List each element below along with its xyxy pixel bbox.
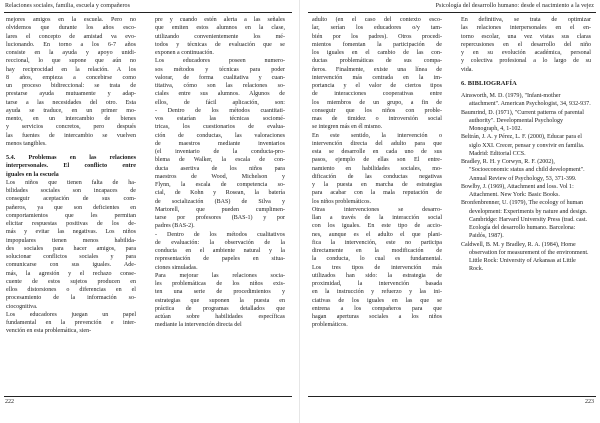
text-line: más y evitar las negativas. Los niños bbox=[6, 229, 136, 236]
text-line: Flynn, la escala de competencia so- bbox=[155, 182, 285, 188]
text-line: comunicarse con sus iguales. Ade- bbox=[6, 262, 136, 269]
text-line: Los educadores poseen numero- bbox=[155, 58, 285, 65]
text-line: ciativas de los iguales en las que se bbox=[312, 297, 442, 304]
paragraph-alert-signals bbox=[155, 16, 285, 57]
running-head-left: Relaciones sociales, familia, escuela y compañeros bbox=[5, 3, 130, 9]
text-line: 8 años, empieza a concebirse como bbox=[6, 74, 136, 81]
text-line: hagan aperturas sociales a los niños bbox=[312, 314, 442, 320]
text-line: los niños problemáticos. bbox=[312, 198, 371, 205]
text-line: blema de Walker, la escala de con- bbox=[155, 157, 285, 164]
text-line: tricas, los cuestionarios de evalua- bbox=[155, 124, 285, 131]
text-line: ciales entre sus alumnos. Algunos de bbox=[155, 91, 285, 98]
text-line: práctica de programas detallados que bbox=[155, 305, 285, 312]
text-line: interpersonales. El conflicto entre bbox=[6, 162, 136, 170]
left-column-2 bbox=[155, 16, 285, 330]
text-line: Los educadores juegan un papel bbox=[6, 311, 136, 318]
text-line: vención en esta problemática, sien- bbox=[6, 328, 92, 335]
text-line: portancia y el valor de ciertos tipos bbox=[312, 83, 442, 89]
text-line: lares el concepto de amistad va evo- bbox=[6, 33, 136, 40]
right-column-2 bbox=[461, 16, 591, 274]
text-line: ción de conductas, las valoraciones bbox=[155, 132, 285, 139]
text-line: de socialización (BAS) de Silva y bbox=[155, 198, 285, 205]
text-line: esta se desarrolle en cada uno de sus bbox=[312, 149, 442, 155]
text-line: En definitiva, se trata de optimizar bbox=[461, 17, 591, 23]
text-line: mediante la intervención directa del bbox=[155, 322, 242, 329]
text-line: mejores amigos en la escuela. Pero no bbox=[6, 17, 136, 23]
header-rule-left bbox=[4, 12, 292, 13]
text-line: solucionar conflictos sociales y para bbox=[6, 254, 136, 260]
text-line: comportamientos que les permitan bbox=[6, 212, 136, 219]
paragraph-peer-interventions bbox=[312, 206, 442, 330]
text-line: hay reciprocidad en la relación. A los bbox=[6, 66, 136, 73]
text-line: proximidad, la intervención basada bbox=[312, 281, 442, 287]
text-line: todos y técnicas de evaluación que se bbox=[155, 41, 285, 48]
text-line: prestarse ayuda mutuamente y adap- bbox=[6, 91, 136, 98]
text-line: tarse por profesores (BAS-1) y por bbox=[155, 215, 285, 221]
text-line: olvidemos que durante los años esco- bbox=[6, 25, 136, 32]
text-line: se integren más en él mismo. bbox=[312, 124, 383, 131]
text-line: Los tres tipos de intervención más bbox=[312, 264, 442, 271]
text-line: consiste en la ayuda y apoyo unidi- bbox=[6, 50, 136, 56]
text-line: estrategias que suponen la puesta en bbox=[155, 297, 285, 304]
bibliography-list bbox=[461, 92, 591, 274]
text-line: tarse a las necesidades del otro. Esta bbox=[6, 99, 136, 106]
paragraph-social-skills bbox=[6, 179, 136, 311]
text-line: exponen a continuación. bbox=[155, 50, 214, 56]
paragraph-methods bbox=[155, 57, 285, 230]
text-line: cuente de estos sujetos producen en bbox=[6, 278, 136, 285]
text-line: ellos distorsiones o diferencias en el bbox=[6, 287, 136, 293]
text-line: las fuentes de intercambio se vuelven bbox=[6, 132, 136, 139]
text-line: de interacciones cooperativas entre bbox=[312, 91, 442, 98]
text-line: menos tangibles. bbox=[6, 140, 47, 147]
text-line: padres (BAS-2). bbox=[155, 223, 195, 230]
text-line: llan a través de la interacción social bbox=[312, 215, 442, 221]
text-line: conseguir aceptación de sus com- bbox=[6, 196, 136, 203]
running-head-right: Psicología del desarrollo humano: desde el nacimiento a la vejez bbox=[435, 3, 594, 9]
text-line: representación de papeles en situa- bbox=[155, 256, 285, 263]
text-line: pre y cuando estén alerta a las señales bbox=[155, 17, 285, 23]
text-line: que emiten estos alumnos en la clase, bbox=[155, 25, 285, 32]
paragraph-qualitative bbox=[155, 231, 285, 272]
text-line: más, la agresión y el rechazo conse- bbox=[6, 270, 136, 277]
text-line: con los iguales. En este tipo de accio- bbox=[312, 223, 442, 230]
text-line: conducta en el ambiente natural y la bbox=[155, 248, 285, 254]
paragraph-adult-context bbox=[312, 16, 442, 132]
text-line: entrena a los compañeros para que bbox=[312, 305, 442, 312]
text-line: de evaluación: la observación de la bbox=[155, 239, 285, 246]
paragraph-direct-intervention bbox=[312, 132, 442, 206]
section-heading-5-4 bbox=[6, 154, 136, 179]
text-line: fundamental en la prevención e inter- bbox=[6, 320, 136, 326]
text-line: pasos, ejemplo de ellas son El entre- bbox=[312, 157, 442, 164]
text-line: ciones simuladas. bbox=[155, 264, 198, 271]
text-line: en la instrucción y refuerzo y las ini- bbox=[312, 289, 442, 296]
text-line: namiento en habilidades sociales, mo- bbox=[312, 165, 442, 172]
text-line: procesamiento de la información so- bbox=[6, 295, 136, 302]
text-line: En este sentido, la intervención o bbox=[312, 132, 442, 139]
text-line: actúan sobre habilidades específicas bbox=[155, 314, 285, 320]
text-line: impopulares tienen menos habilida- bbox=[6, 237, 136, 244]
reference-item: Beltrán, J. A. y Pérez, L. F. (2000), Educar para el siglo XXI. Crecer, pensar y convivir en familia. Madrid: Editorial CCS. bbox=[461, 134, 585, 157]
text-line: titativa, cómo son las relaciones so- bbox=[155, 83, 285, 89]
text-line: y servicios concretos, pero después bbox=[6, 124, 136, 131]
page-number-left: 222 bbox=[5, 399, 14, 405]
bibliography-heading: 6. BIBLIOGRAFÍA bbox=[461, 79, 517, 87]
text-line: des sociales para hacer amigos, para bbox=[6, 245, 136, 252]
page-number-right: 223 bbox=[585, 399, 594, 405]
text-line: reccional, lo que supone que aún no bbox=[6, 58, 136, 65]
text-line: elicitar respuestas positivas de los de- bbox=[6, 221, 136, 227]
reference-item: Bradley, R. H. y Corwyn, R. F. (2002), "Socioeconomic status and child development". Annual Review of Psychology, 53, 371-399. bbox=[461, 159, 585, 182]
header-rule-right bbox=[308, 12, 596, 13]
text-line: utilizando convenientemente los mé- bbox=[155, 33, 285, 40]
text-line: vos estarían las técnicas sociomé- bbox=[155, 116, 285, 122]
text-line: mientos fomentan la participación de bbox=[312, 41, 442, 48]
paragraph-conclusion bbox=[461, 16, 591, 74]
text-line: intervención más centrada en la im- bbox=[312, 74, 442, 81]
text-line: y en su evolución académica, personal bbox=[461, 50, 591, 56]
text-line: utilizados han sido: la estrategia de bbox=[312, 272, 442, 279]
text-line: sos métodos y técnicas para poder bbox=[155, 66, 285, 73]
text-line: fica la intervención, este no participa bbox=[312, 239, 442, 246]
text-line: intervención directa del adulto para que bbox=[312, 140, 442, 147]
text-line: adulto (en el caso del contexto esco- bbox=[312, 17, 442, 23]
text-line: ñeros. Finalmente, existe una línea de bbox=[312, 66, 442, 73]
text-line: problemáticos. bbox=[312, 322, 348, 329]
text-line: - Dentro de los métodos cuantitati- bbox=[155, 107, 285, 114]
paragraph-educators bbox=[6, 311, 136, 336]
right-column-1 bbox=[312, 16, 442, 330]
text-line: valorar, de forma cualitativa y cuan- bbox=[155, 74, 285, 81]
text-line: ten una serie de procedimientos y bbox=[155, 289, 285, 296]
text-line: para acabar con la mala reputación de bbox=[312, 190, 442, 197]
text-line: conseguir que los niños con proble- bbox=[312, 107, 442, 114]
text-line: mento, en un intercambio de bienes bbox=[6, 116, 136, 122]
text-line: ciocognitiva. bbox=[6, 303, 38, 310]
footer-rule-right bbox=[308, 396, 596, 397]
text-line: la conducta, lo cual es fundamental. bbox=[312, 256, 442, 263]
text-line: las relaciones interpersonales en el en- bbox=[461, 25, 591, 32]
text-line: nes, aunque es el adulto el que plani- bbox=[312, 231, 442, 238]
reference-item: Bowlby, J. (1969), Attachment and loss. Vol 1: Attachment. New York: Basic Books. bbox=[461, 183, 574, 198]
text-line: mas de timidez o introversión social bbox=[312, 116, 442, 122]
text-line: 5.4. Problemas en las relaciones bbox=[6, 154, 136, 161]
reference-item: Baumrind, D. (1971), "Current patterns of parental authority". Developmental Psychology Monograph, 4, 1-102. bbox=[461, 109, 584, 132]
text-line: les problemáticas de los niños exis- bbox=[155, 281, 285, 287]
text-line: y la puesta en marcha de estrategias bbox=[312, 182, 442, 188]
footer-rule-left bbox=[4, 396, 292, 397]
paragraph-friendship bbox=[6, 16, 136, 148]
text-line: ducta asertiva de los niños para bbox=[155, 165, 285, 172]
text-line: Martorell, que pueden cumplimen- bbox=[155, 206, 285, 213]
reference-item: Caldwell, B. M. y Bradley, R. A. (1984), Home observation for measurement of the environment. Little Rock: University of Arkansas at Little Rock. bbox=[461, 241, 589, 273]
text-line: de maestros mediante inventarios bbox=[155, 140, 285, 147]
reference-item: Bronfenbrenner, U. (1979), The ecology of human development: Experiments by nature and design. Cambridge: Harvard University Press (trad. cast. Ecología del desarrollo humano. Barcelona: Paidós, 1987). bbox=[461, 200, 588, 240]
text-line: directamente en la modificación de bbox=[312, 248, 442, 254]
text-line: iguales en la escuela bbox=[6, 170, 59, 178]
text-line: ductas problemáticas de sus compa- bbox=[312, 58, 442, 65]
left-column-1 bbox=[6, 16, 136, 336]
text-line: repercusiones en el desarrollo del niño bbox=[461, 41, 591, 48]
right-page bbox=[300, 0, 600, 423]
text-line: maestros de Wood, Michelson y bbox=[155, 173, 285, 180]
text-line: lar, serían los educadores o/y tam- bbox=[312, 25, 442, 32]
text-line: cial, de Kohn y Rosean, la batería bbox=[155, 190, 285, 197]
text-line: los iguales en el cambio de las con- bbox=[312, 50, 442, 56]
text-line: bién por los padres). Otros procedi- bbox=[312, 33, 442, 40]
text-line: vida. bbox=[461, 66, 473, 73]
text-line: Los niños que tienen falta de ha- bbox=[6, 179, 136, 186]
text-line: Para mejorar las relaciones socia- bbox=[155, 272, 285, 279]
text-line: dificación de las conductas negativas bbox=[312, 173, 442, 180]
text-line: ellos, de fácil aplicación, son: bbox=[155, 99, 285, 106]
text-line: (el inventario de la conducta-pro- bbox=[155, 149, 285, 155]
text-line: un proceso bidireccional: se trata de bbox=[6, 83, 136, 89]
text-line: torno escolar, una vez vistas sus claras bbox=[461, 33, 591, 40]
text-line: y colectiva profesional a lo largo de su bbox=[461, 58, 591, 65]
paragraph-improve-relations bbox=[155, 272, 285, 330]
text-line: los miembros de un grupo, a fin de bbox=[312, 99, 442, 106]
text-line: pañeros, ya que son deficientes en bbox=[6, 204, 136, 211]
text-line: - Dentro de los métodos cualitativos bbox=[155, 231, 285, 238]
text-line: Otras intervenciones se desarro- bbox=[312, 206, 442, 213]
text-line: bilidades sociales son incapaces de bbox=[6, 188, 136, 194]
text-line: lucionando. En torno a los 6-7 años bbox=[6, 41, 136, 48]
reference-item: Ainsworth, M. D. (1979), "Infant-mother attachment". American Psychologist, 34, 932-937. bbox=[461, 93, 591, 108]
text-line: ayuda se traduce, en un primer mo- bbox=[6, 107, 136, 114]
